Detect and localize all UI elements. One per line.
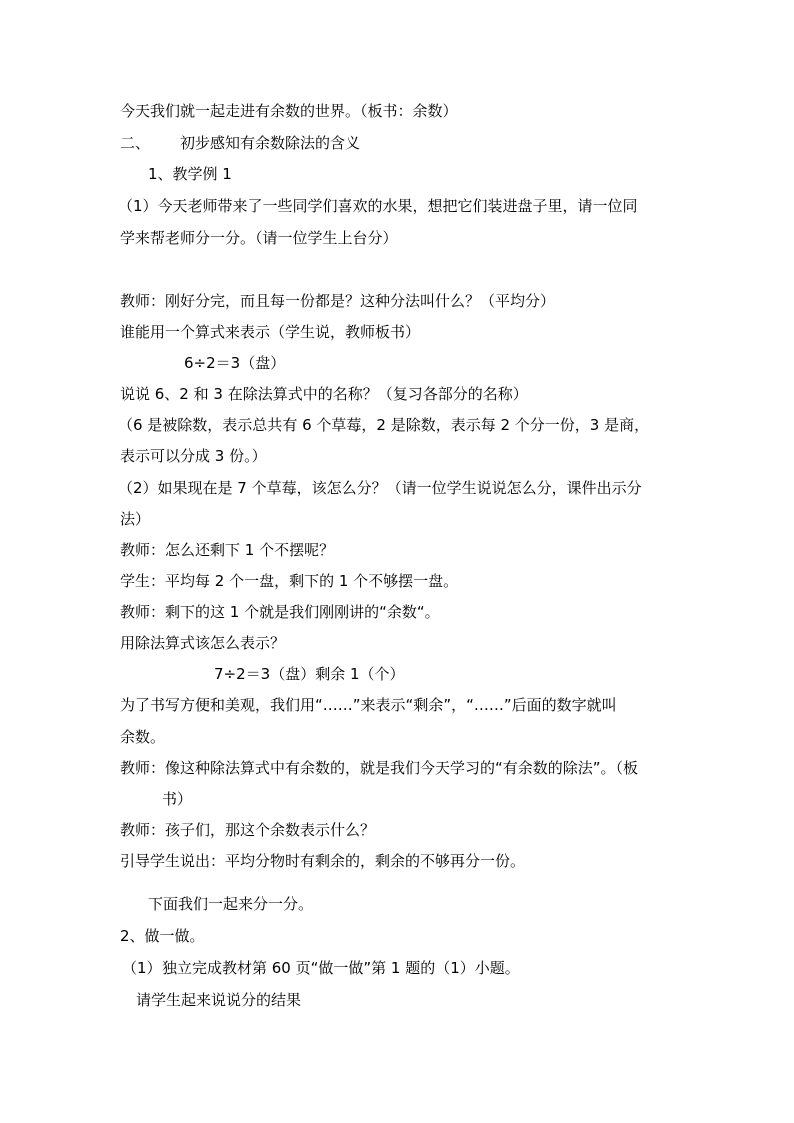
text-line: （6 是被除数，表示总共有 6 个草莓，2 是除数，表示每 2 个分一份，3 是商， [118, 416, 650, 434]
text-line: 谁能用一个算式来表示（学生说，教师板书） [120, 323, 421, 341]
text-line: 为了书写方便和美观，我们用“……”来表示“剩余”，“……”后面的数字就叫 [120, 696, 617, 714]
text-line [122, 958, 520, 978]
text-line: 下面我们一起来分一分。 [148, 895, 314, 913]
text-line: 请学生起来说说分的结果 [136, 991, 302, 1009]
item-number: （1） [122, 959, 162, 977]
text-line: （1）今天老师带来了一些同学们喜欢的水果，想把它们装进盘子里，请一位同 [118, 197, 638, 215]
text-line: 今天我们就一起走进有余数的世界。（板书：余数） [120, 102, 458, 120]
text-line: 用除法算式该怎么表示？ [120, 634, 286, 652]
text-line: 表示可以分成 3 份。） [120, 447, 267, 465]
text-line: 余数。 [120, 728, 166, 746]
text-line: 法） [120, 510, 151, 528]
text-line: （2）如果现在是 7 个草莓，该怎么分？（请一位学生说说怎么分，课件出示分 [118, 479, 642, 497]
text-line: 教师：孩子们，那这个余数表示什么？ [120, 821, 376, 839]
subsection-heading: 1、教学例 1 [148, 165, 232, 183]
text-line: 书） [162, 790, 193, 808]
subsection-heading: 2、做一做。 [120, 927, 205, 945]
text-line: 教师：剩下的这 1 个就是我们刚刚讲的“余数“。 [120, 603, 440, 621]
section-title: 初步感知有余数除法的含义 [180, 134, 361, 152]
section-heading [120, 133, 360, 153]
section-number: 二、 [120, 134, 151, 152]
text-line: 学来帮老师分一分。（请一位学生上台分） [120, 229, 398, 247]
text-line: 说说 6、2 和 3 在除法算式中的名称？（复习各部分的名称） [120, 385, 528, 403]
equation-line: 6÷2＝3（盘） [184, 354, 286, 372]
equation-line: 7÷2＝3（盘）剩余 1（个） [214, 665, 405, 683]
text-line: 教师：怎么还剩下 1 个不摆呢？ [120, 541, 335, 559]
text-line: 教师：刚好分完，而且每一份都是？这种分法叫什么？（平均分） [120, 292, 556, 310]
text-line: 引导学生说出：平均分物时有剩余的，剩余的不够再分一份。 [120, 852, 526, 870]
text-line: 教师：像这种除法算式中有余数的，就是我们今天学习的“有余数的除法”。（板 [120, 759, 639, 777]
text-line: 学生：平均每 2 个一盘，剩下的 1 个不够摆一盘。 [120, 572, 459, 590]
item-text: 独立完成教材第 60 页“做一做”第 1 题的（1）小题。 [162, 959, 520, 977]
